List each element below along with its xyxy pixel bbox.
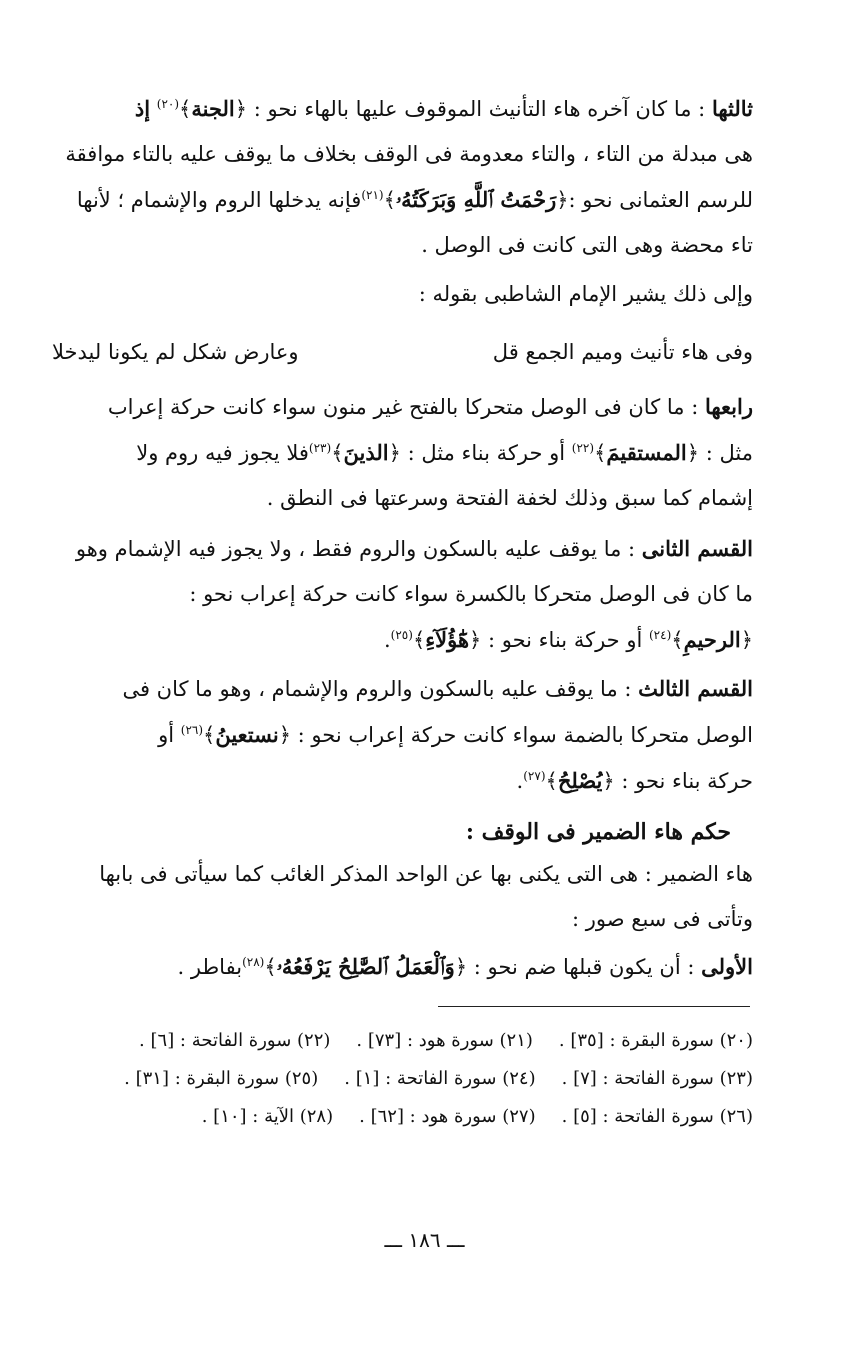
- form-label: الأولى: [701, 954, 753, 979]
- text-line: هى مبدلة من التاء ، والتاء معدومة فى الوقف بخلاف ما يوقف عليه بالتاء موافقة: [65, 142, 753, 166]
- quran-word: يُصْلِحُ: [557, 768, 603, 793]
- text-segment: .: [383, 628, 391, 652]
- footnote-ref: (٢٠): [156, 97, 180, 111]
- paragraph-shatibi-intro: [32, 272, 753, 317]
- text-line: [32, 617, 753, 663]
- paragraph-fourth-case: [32, 384, 753, 521]
- footnote-ref: (٢٣): [308, 441, 332, 455]
- text-line: ما كان فى الوصل متحركا بالكسرة سواء كانت حركة إعراب نحو :: [189, 582, 753, 606]
- text-line: [32, 384, 753, 430]
- paragraph-third-section: [32, 666, 753, 804]
- footnote-ref: (٢٦): [180, 723, 204, 737]
- text-segment: أو حركة بناء نحو : ﴿: [469, 628, 643, 652]
- case-label: رابعها: [704, 394, 753, 419]
- footnote: (٢٤) سورة الفاتحة : [١] .: [344, 1068, 536, 1089]
- footnote-ref: (٢٧): [523, 769, 546, 783]
- text-line: وإلى ذلك يشير الإمام الشاطبى بقوله :: [418, 282, 753, 306]
- case-label: ثالثها: [711, 96, 753, 121]
- footnote-row: [28, 1062, 753, 1096]
- bracket: ﴾: [383, 188, 396, 212]
- section-heading: حكم هاء الضمير فى الوقف :: [465, 819, 731, 845]
- paragraph-third-case: [32, 86, 753, 268]
- text-line: [32, 712, 753, 758]
- text-line: [32, 666, 753, 712]
- footnote-ref: (٢١): [361, 188, 384, 202]
- footnote-divider: [438, 1006, 750, 1007]
- bracket: ﴿: [740, 628, 753, 652]
- text-segment: أو: [158, 723, 175, 747]
- footnote: (٢٣) سورة الفاتحة : [٧] .: [561, 1068, 753, 1089]
- bracket: ﴾: [594, 441, 607, 465]
- bracket: ﴾: [331, 441, 344, 465]
- section-label: القسم الثالث: [638, 676, 753, 701]
- text-segment: فلا يجوز فيه روم ولا: [136, 441, 309, 465]
- footnote: (٢٨) الآية : [١٠] .: [201, 1106, 334, 1127]
- bracket: ﴾: [264, 955, 277, 979]
- text-segment: مثل : ﴿: [686, 441, 753, 465]
- footnote-ref: (٢٥): [390, 628, 413, 642]
- footnote: (٢١) سورة هود : [٧٣] .: [356, 1030, 533, 1051]
- text-segment: : ما كان فى الوصل متحركا بالفتح غير منون سواء كانت حركة إعراب: [107, 395, 699, 419]
- quran-phrase: رَحْمَتُ ٱللَّهِ وَبَرَكَتُهُۥ: [395, 187, 557, 212]
- verse-second-hemistich: وعارض شكل لم يكونا ليدخلا: [52, 340, 299, 364]
- text-line: [32, 177, 753, 223]
- text-segment: .: [516, 769, 524, 793]
- text-line: وتأتى فى سبع صور :: [572, 907, 753, 931]
- text-line: [32, 944, 753, 990]
- paragraph-first-form: [32, 944, 753, 990]
- footnote: (٢٢) سورة الفاتحة : [٦] .: [139, 1030, 331, 1051]
- footnote-ref: (٢٢): [571, 441, 595, 455]
- quran-phrase: وَٱلْعَمَلُ ٱلصَّٰلِحُ يَرْفَعُهُۥ: [276, 954, 455, 979]
- text-segment: أو حركة بناء مثل : ﴿: [388, 441, 566, 465]
- footnote: (٢٥) سورة البقرة : [٣١] .: [124, 1068, 319, 1089]
- page-number: ـــ ١٨٦ ـــ: [384, 1228, 465, 1252]
- text-line: [32, 430, 753, 476]
- footnote: (٢٦) سورة الفاتحة : [٥] .: [561, 1106, 753, 1127]
- text-line: إشمام كما سبق وذلك لخفة الفتحة وسرعتها فى النطق .: [266, 486, 753, 510]
- text-segment: : أن يكون قبلها ضم نحو : ﴿: [454, 955, 695, 979]
- bracket: ﴾: [412, 628, 426, 652]
- text-segment: : ما يوقف عليه بالسكون والروم والإشمام ، وهو ما كان فى: [122, 677, 632, 701]
- text-line: هاء الضمير : هى التى يكنى بها عن الواحد المذكر الغائب كما سيأتى فى بابها: [99, 862, 753, 886]
- text-segment: بفاطر .: [177, 955, 243, 979]
- verse-first-hemistich: وفى هاء تأنيث وميم الجمع قل: [492, 340, 753, 364]
- quran-word: هَٰٓؤُلَآءِ: [425, 627, 470, 652]
- footnote-ref: (٢٨): [242, 955, 265, 969]
- bracket: ﴾: [203, 723, 216, 747]
- quran-word: الجنة: [191, 96, 235, 121]
- bracket: ﴾: [545, 769, 558, 793]
- paragraph-second-section: [32, 526, 753, 663]
- bracket: ﴾: [179, 97, 192, 121]
- text-segment: : ما كان آخره هاء التأنيث الموقوف عليها بالهاء نحو : ﴿: [234, 97, 706, 121]
- paragraph-pronoun-definition: [32, 852, 753, 942]
- text-line: [32, 758, 753, 804]
- text-line: [32, 526, 753, 572]
- footnote: (٢٠) سورة البقرة : [٣٥] .: [558, 1030, 753, 1051]
- quran-word: الذينَ: [343, 440, 389, 465]
- text-line: [32, 86, 753, 132]
- footnote: (٢٧) سورة هود : [٦٢] .: [359, 1106, 536, 1127]
- text-segment: حركة بناء نحو : ﴿: [602, 769, 753, 793]
- text-line: تاء محضة وهى التى كانت فى الوصل .: [421, 233, 753, 257]
- footnote-row: [28, 1024, 753, 1058]
- text-segment: فإنه يدخلها الروم والإشمام ؛ لأنها: [76, 188, 362, 212]
- quran-word: الرحيمِ: [683, 627, 741, 652]
- text-segment: : ما يوقف عليه بالسكون والروم فقط ، ولا يجوز فيه الإشمام وهو: [75, 537, 636, 561]
- footnote-ref: (٢٤): [648, 628, 672, 642]
- poem-verse: [52, 332, 753, 372]
- text-segment: للرسم العثمانى نحو :﴿: [556, 188, 753, 212]
- footnote-row: [28, 1100, 753, 1134]
- quran-word: المستقيمَ: [606, 440, 687, 465]
- section-label: القسم الثانى: [641, 536, 753, 561]
- bracket: ﴾: [671, 628, 684, 652]
- quran-word: نستعينُ: [215, 722, 279, 747]
- text-segment: الوصل متحركا بالضمة سواء كانت حركة إعراب نحو : ﴿: [278, 723, 753, 747]
- text-segment: إذ: [134, 96, 151, 121]
